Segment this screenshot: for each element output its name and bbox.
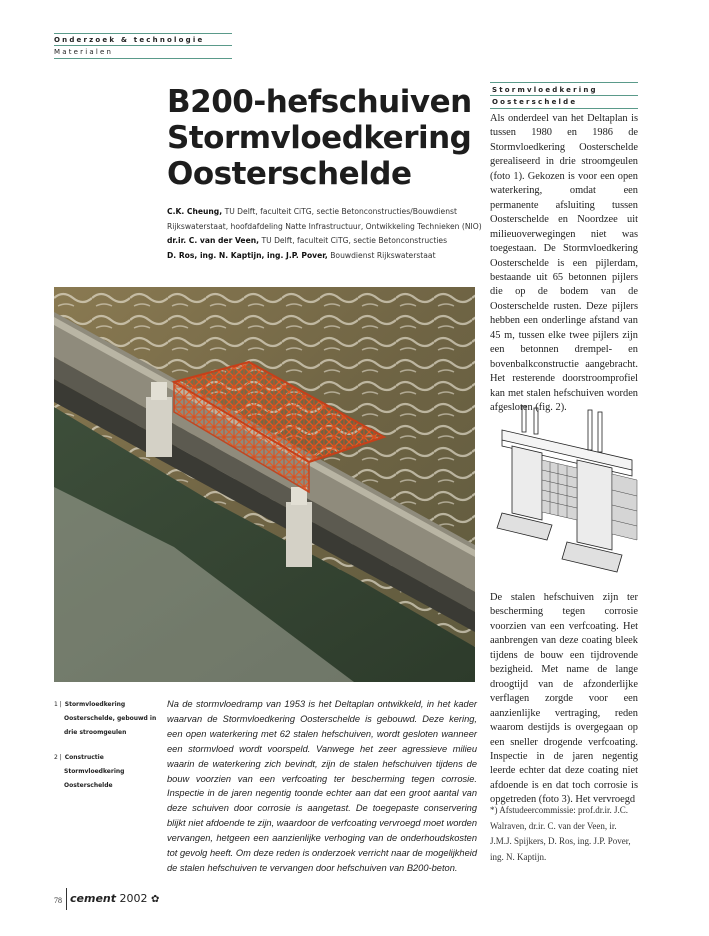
header-rule-mid xyxy=(54,45,232,46)
aerial-photo-storm-barrier xyxy=(54,287,475,682)
caption-line: Oosterschelde xyxy=(64,781,113,789)
caption-line: drie stroomgeulen xyxy=(64,728,127,736)
caption-line: Oosterschelde, gebouwd in xyxy=(64,714,157,722)
sidebar-rule-mid xyxy=(490,95,638,96)
author-affiliation: TU Delft, faculteit CiTG, sectie Betonconstructies xyxy=(261,236,448,245)
caption-line: Constructie xyxy=(64,754,104,761)
caption-number: 1 | xyxy=(54,701,62,708)
magazine-year: 2002 xyxy=(119,892,148,905)
header-rule-bottom xyxy=(54,58,232,59)
article-abstract: Na de stormvloedramp van 1953 is het Deltaplan ontwikkeld, in het kader waarvan de Stormvloedkering Oosterschelde is gebouwd. Deze kering, een open waterkering met 62 stalen hefschuiven, wordt gesloten wanneer een stormvloed wordt voorspeld. Vanwege het zeer agressieve milieu waarin de waterkering zich bevindt, zijn de stalen hefschuiven tijdens de bouw voorzien van een verfcoating ter bescherming tegen corrosie. Inspectie in de jaren negentig toonde echter aan dat een groot aantal van deze schuiven door corrosie is aangetast. De toegepaste conservering blijkt niet afdoende te zijn, waardoor de verfcoating vervroegd moet worden vervangen, hetgeen een aanzienlijke verhoging van de onderhoudskosten tot gevolg heeft. Om deze reden is onderzoek verricht naar de mogelijkheid de stalen hefschuiven te vervangen door hefschuiven van B200-beton. xyxy=(167,699,477,873)
author-list xyxy=(167,205,482,263)
author-entry xyxy=(167,234,482,249)
construction-drawing xyxy=(492,400,642,580)
title-line: B200-hefschuiven xyxy=(167,84,472,120)
author-name: C.K. Cheung, xyxy=(167,207,223,216)
title-line: Stormvloedkering xyxy=(167,120,472,156)
caption-number: 2 | xyxy=(54,754,62,761)
sidebar-heading-2: Oosterschelde xyxy=(492,98,578,106)
flower-icon: ✿ xyxy=(151,894,160,905)
author-affiliation: Bouwdienst Rijkswaterstaat xyxy=(330,250,436,260)
subsection-label: Materialen xyxy=(54,48,114,56)
caption-line: Stormvloedkering xyxy=(64,701,126,708)
sidebar-rule-bottom xyxy=(490,108,638,109)
header-rule-top xyxy=(54,33,232,34)
author-entry xyxy=(167,205,482,234)
author-entry xyxy=(167,249,482,264)
sidebar-rule-top xyxy=(490,82,638,83)
sidebar-heading-1: Stormvloedkering xyxy=(492,86,598,94)
body-paragraph-1: Als onderdeel van het Deltaplan is tussen 1980 en 1986 de Stormvloedkering Oosterschelde gerealiseerd in drie stroomgeulen (foto 1). Gekozen is voor een open waterkering, omdat een permanente afsluiting tussen Oosterschelde en Noordzee uit milieuoverwegingen niet was toegestaan. De Stormvloedkering Oosterschelde is een pijlerdam, bestaande uit 65 betonnen pijlers die op de bodem van de Oosterschelde rusten. Deze pijlers hebben een onderlinge afstand van 45 m, tussen elke twee pijlers zijn een betonnen drempel- en bovenbalkconstructie aangebracht. Het resterende doorstroomprofiel kan met stalen hefschuiven worden afgesloten (fig. 2). xyxy=(490,113,638,414)
article-title xyxy=(167,84,477,192)
caption-figure-2 xyxy=(54,751,162,792)
magazine-footer xyxy=(70,892,159,905)
footnote-committee: *) Afstudeercommissie: prof.dr.ir. J.C. Walraven, dr.ir. C. van der Veen, ir. J.M.J. Spijkers, D. Ros, ing. J.P. Pover, ing. N. Kaptijn. xyxy=(490,805,631,862)
author-name: dr.ir. C. van der Veen, xyxy=(167,236,260,245)
magazine-name: cement xyxy=(70,892,116,905)
title-line: Oosterschelde xyxy=(167,156,412,192)
page-number: 78 xyxy=(54,896,62,905)
section-label: Onderzoek & technologie xyxy=(54,36,205,44)
footer-divider xyxy=(66,888,67,910)
caption-line: Stormvloedkering xyxy=(64,767,125,775)
author-name: D. Ros, ing. N. Kaptijn, ing. J.P. Pover, xyxy=(167,250,328,260)
caption-photo-1 xyxy=(54,698,162,739)
body-paragraph-2: De stalen hefschuiven zijn ter bescherming tegen corrosie voorzien van een verfcoating. Het aanbrengen van deze coating bleek tijdens de bouw een tijdrovende bezigheid. Met name de lange droogtijd van de afzonderlijke verflagen zorgde voor een aanzienlijke vertraging, reden waarom destijds is overgegaan op een sneller drogende verfcoating. Inspectie in de jaren negentig leerde echter dat deze coating niet afdoende is en dat toch corrosie is opgetreden (foto 3). Het vervroegd xyxy=(490,592,638,806)
author-affiliation: TU Delft, faculteit CiTG, sectie Betonconstructies/Bouwdienst Rijkswaterstaat, hoofdafdeling Natte Infrastructuur, Ontwikkeling Technieken (NIO) xyxy=(167,207,482,231)
